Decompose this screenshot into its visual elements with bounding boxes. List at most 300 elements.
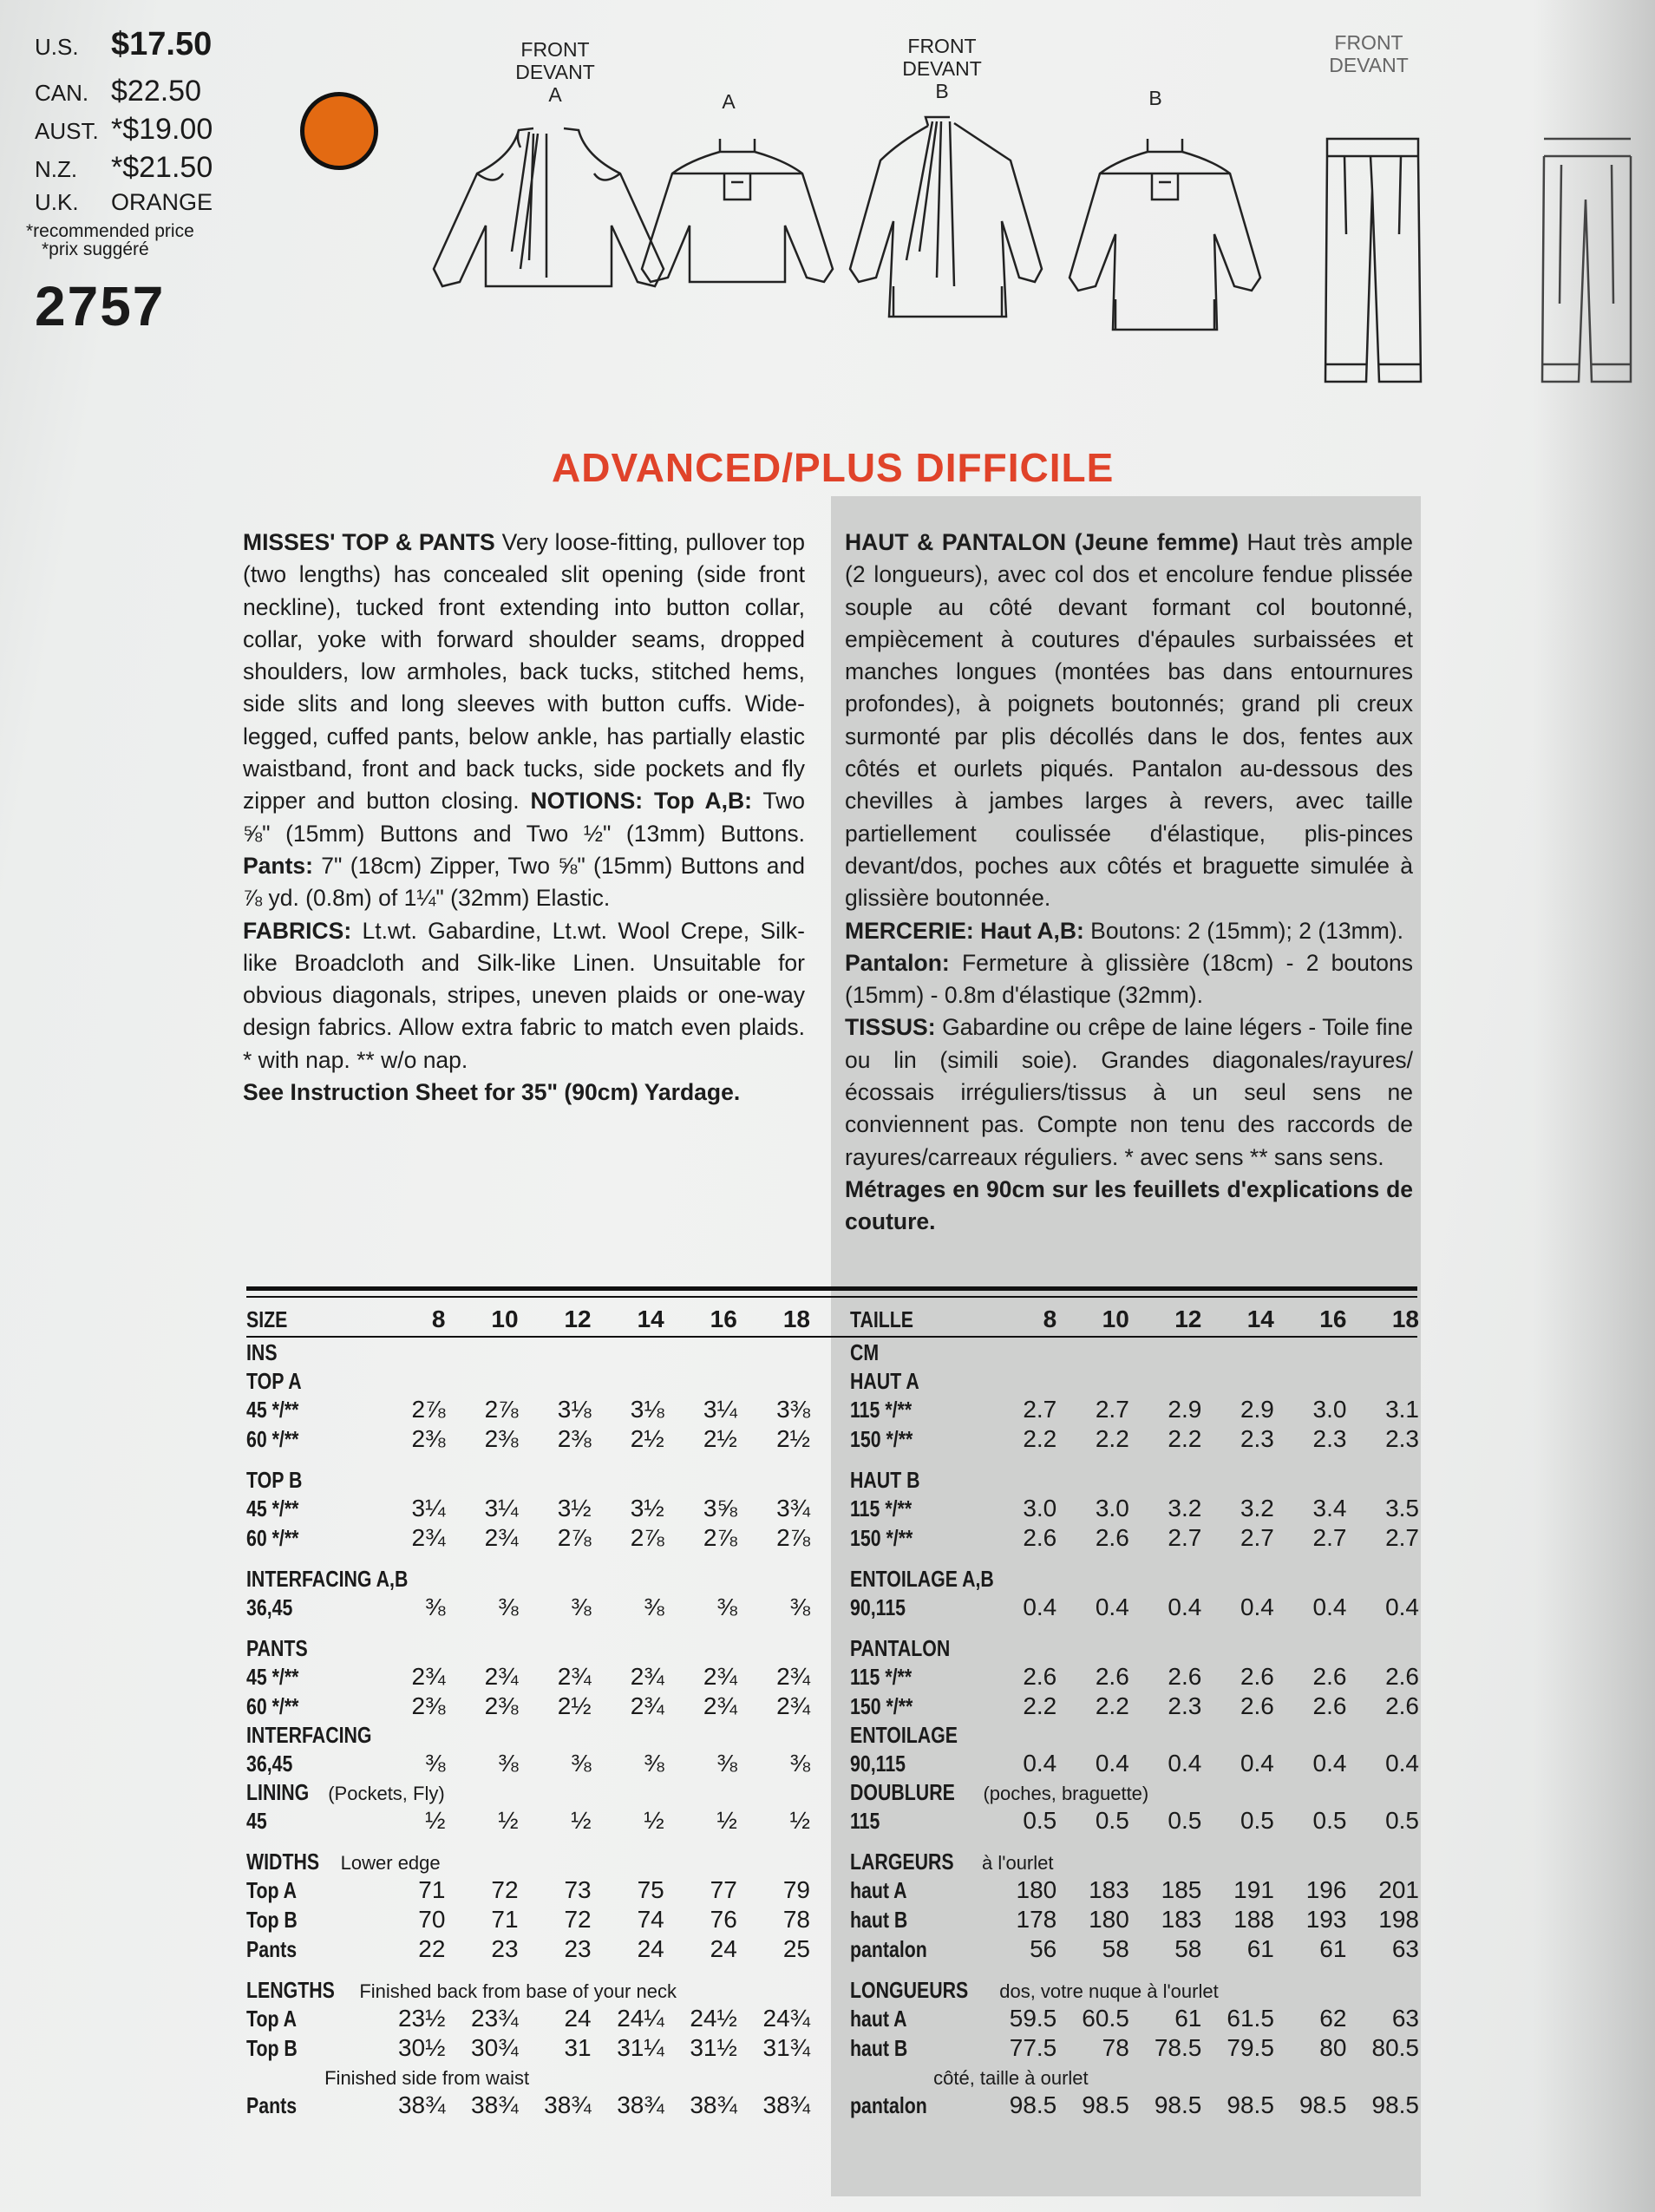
row-label: PANTALON [850,1635,951,1661]
table-cell: 2½ [703,1425,737,1452]
price-value: ORANGE [111,189,213,215]
group-label-row [246,1367,810,1395]
french-description [845,527,1413,1239]
row-label: TAILLE [850,1306,914,1332]
notions-text: Two ⅝" (15mm) Buttons and Two ½" (13mm) Buttons. [243,788,805,847]
table-cell: 2.6 [1385,1692,1419,1719]
table-cell: 3¼ [484,1495,519,1522]
pants-back-illustration [1535,130,1639,399]
row-label: haut B [850,2035,908,2061]
row-label-cell [246,1964,810,2004]
pants-front-illustration [1318,130,1431,399]
table-cell: 38¾ [471,2091,519,2118]
row-label: 36,45 [246,1594,293,1620]
price-label: U.K. [35,189,79,215]
table-cell: 77 [710,1876,737,1903]
table-cell: 78.5 [1154,2034,1202,2061]
mercerie-label: MERCERIE: Haut A,B: [845,917,1084,944]
row-label: 90,115 [850,1751,906,1777]
table-cell: 2⅜ [411,1425,446,1452]
row-note: (poches, braguette) [978,1783,1149,1804]
table-cell: 98.5 [1298,2091,1347,2118]
table-row [246,1662,810,1692]
row-label: LINING [246,1779,310,1805]
size-header: 8 [431,1306,446,1332]
row-label-cell [246,1367,810,1395]
table-cell: 2.9 [1240,1396,1274,1423]
table-cell: 3⅛ [630,1396,664,1423]
table-row [850,1692,1419,1721]
row-label: 45 */** [246,1397,299,1423]
row-label-cell [246,1338,372,1367]
table-cell: 2⅞ [557,1524,592,1551]
table-cell: 38¾ [397,2091,446,2118]
row-label: 45 [246,1808,267,1834]
table-cell: ½ [498,1807,519,1834]
table-cell: 198 [1378,1906,1419,1933]
table-cell: 2½ [557,1692,592,1719]
table-cell: 23½ [397,2005,446,2032]
table-cell: 0.4 [1095,1750,1129,1777]
table-row [850,2004,1419,2033]
price-row-us [35,26,243,64]
table-cell: 2¾ [776,1692,810,1719]
table-cell: 2⅞ [411,1396,446,1423]
row-label-cell [850,1301,984,1338]
table-cell: 2.3 [1168,1692,1202,1719]
table-row [246,1806,810,1836]
row-label: pantalon [850,1936,927,1962]
table-cell: 3.4 [1312,1495,1347,1522]
row-label-cell [850,1523,984,1553]
group-label-row [850,1553,1419,1593]
table-cell: 22 [418,1935,446,1962]
row-label-cell [850,1424,984,1454]
row-label: haut B [850,1907,908,1933]
row-label-cell [850,1454,1419,1494]
table-cell: 2.6 [1023,1663,1057,1690]
price-row-can [35,75,243,113]
label-front: FRONT [520,38,590,61]
row-label: Pants [246,1936,298,1962]
row-label: LARGEURS [850,1849,954,1875]
table-cell: 70 [418,1906,446,1933]
table-cell: 63 [1391,1935,1419,1962]
table-cell: 59.5 [1009,2005,1057,2032]
table-cell: 3.1 [1385,1396,1419,1423]
table-cell: 2¾ [703,1663,737,1690]
table-cell: 0.5 [1312,1807,1347,1834]
table-cell: 2.2 [1023,1692,1057,1719]
table-cell: 76 [710,1906,737,1933]
table-cell: 62 [1319,2005,1347,2032]
table-cell: 2.2 [1023,1425,1057,1452]
row-label-cell [246,1523,372,1553]
table-cell: 2.6 [1312,1692,1347,1719]
table-row [850,1934,1419,1964]
difficulty-headline: ADVANCED/PLUS DIFFICILE [552,445,1115,490]
row-label: 150 */** [850,1426,913,1452]
row-label: 60 */** [246,1693,299,1719]
size-header: 16 [710,1306,737,1332]
table-cell: 0.4 [1312,1594,1347,1620]
table-cell: 24¾ [762,2005,810,2032]
table-cell: ½ [644,1807,664,1834]
table-cell: 0.4 [1168,1750,1202,1777]
group-label-row [246,1553,810,1593]
table-cell: 0.4 [1168,1594,1202,1620]
table-cell: ⅜ [498,1594,519,1620]
row-label: pantalon [850,2092,927,2118]
row-note: Finished side from waist [319,2067,530,2089]
table-row [850,2091,1419,2120]
table-cell: ⅜ [644,1750,664,1777]
price-label: U.S. [35,34,79,60]
table-row [850,1806,1419,1836]
table-cell: 2.2 [1095,1425,1129,1452]
row-label-cell [246,1662,372,1692]
table-cell: 2⅞ [630,1524,664,1551]
table-cell: 188 [1233,1906,1274,1933]
table-row [850,1749,1419,1778]
table-cell: 2½ [630,1425,664,1452]
group-label-row [850,1964,1419,2004]
group-label-row [246,1454,810,1494]
row-label: INS [246,1339,278,1365]
tissus-label: TISSUS: [845,1014,936,1041]
group-label-row [850,1721,1419,1749]
row-label-cell [850,1806,984,1836]
pantalon-text: Fermeture à glissière (18cm) - 2 boutons (15mm) - 0.8m d'élastique (32mm). [845,949,1413,1009]
row-label: HAUT A [850,1368,919,1394]
table-cell: 0.4 [1385,1594,1419,1620]
table-cell: 31¾ [762,2034,810,2061]
table-cell: 2⅜ [411,1692,446,1719]
top-b-front-illustration [846,113,1045,338]
table-cell: 2¾ [630,1663,664,1690]
table-cell: 79 [782,1876,810,1903]
row-label-cell [246,1749,372,1778]
table-cell: 0.4 [1312,1750,1347,1777]
notions-pants-label: Pants: [243,852,313,879]
unit-row [246,1338,810,1367]
row-note: Lower edge [335,1852,441,1874]
table-cell: 23 [564,1935,592,1962]
table-row [246,2004,810,2033]
group-label-row [246,1778,810,1806]
table-cell: 0.5 [1240,1807,1274,1834]
table-cell: 191 [1233,1876,1274,1903]
table-cell: ⅜ [425,1594,446,1620]
table-cell: 98.5 [1371,2091,1419,2118]
row-label: 45 */** [246,1664,299,1690]
row-label: 45 */** [246,1495,299,1522]
table-cell: 3¼ [703,1396,737,1423]
metrages-note: Métrages en 90cm sur les feuillets d'explications de couture. [845,1175,1413,1235]
english-yardage-table [246,1301,810,2120]
table-cell: 2.6 [1240,1692,1274,1719]
row-label: INTERFACING [246,1722,372,1748]
row-label: 115 [850,1808,880,1834]
row-label-cell [850,1593,984,1622]
row-label-cell [246,1875,372,1905]
view-b-front-label [855,35,1029,102]
row-label-cell [246,1806,372,1836]
row-label-cell [850,1395,984,1424]
row-label-cell [246,2091,372,2120]
table-row [246,2033,810,2063]
table-cell: 3½ [630,1495,664,1522]
table-row [850,1523,1419,1553]
table-cell: 3⅛ [557,1396,592,1423]
row-note: à l'ourlet [976,1852,1054,1874]
table-row [246,1934,810,1964]
table-cell: 0.5 [1168,1807,1202,1834]
table-cell: 72 [491,1876,519,1903]
table-cell: 61 [1319,1935,1347,1962]
row-label: WIDTHS [246,1849,320,1875]
price-value: $17.50 [111,26,213,62]
size-header: 18 [782,1306,810,1332]
table-cell: ⅜ [425,1750,446,1777]
table-cell: 2.7 [1240,1524,1274,1551]
table-row [246,1749,810,1778]
table-row [850,1905,1419,1934]
table-cell: 2⅜ [557,1425,592,1452]
row-label: 115 */** [850,1397,913,1423]
row-label-cell [850,1778,1419,1806]
group-note-row [246,2063,810,2091]
row-label: DOUBLURE [850,1779,955,1805]
table-cell: 0.4 [1095,1594,1129,1620]
group-label-row [850,1454,1419,1494]
fabrics-text: Lt.wt. Gabardine, Lt.wt. Wool Crepe, Silk-like Broadcloth and Silk-like Linen. Unsuitable for obvious diagonals, stripes, uneven plaids or one-way design fabrics. Allow extra fabric to match even plaids. * with nap. ** w/o nap. [243,917,805,1073]
table-cell: 201 [1378,1876,1419,1903]
row-label: 90,115 [850,1594,906,1620]
row-label: 36,45 [246,1751,293,1777]
table-cell: 2⅜ [484,1425,519,1452]
table-cell: 2⅞ [703,1524,737,1551]
table-cell: 0.4 [1240,1750,1274,1777]
group-note-row [850,2063,1419,2091]
table-cell: 23¾ [471,2005,519,2032]
row-note: (Pockets, Fly) [323,1783,445,1804]
row-label-cell [246,1934,372,1964]
table-cell: 25 [782,1935,810,1962]
table-row [850,1395,1419,1424]
yardage-note: See Instruction Sheet for 35" (90cm) Yardage. [243,1079,741,1106]
table-cell: ½ [571,1807,592,1834]
row-label-cell [850,1662,984,1692]
price-note: *recommended price [26,221,194,241]
table-header-row [850,1301,1419,1338]
price-row-nz [35,151,243,189]
row-label-cell [850,1934,984,1964]
french-yardage-table [850,1301,1419,2120]
row-label: haut A [850,1877,907,1903]
table-cell: 2.2 [1095,1692,1129,1719]
table-cell: 2.7 [1385,1524,1419,1551]
row-label: PANTS [246,1635,308,1661]
table-cell: 0.5 [1095,1807,1129,1834]
row-label-cell [850,2091,984,2120]
table-cell: 2.7 [1095,1396,1129,1423]
row-label-cell [246,1301,372,1338]
unit-row [850,1338,1419,1367]
table-cell: 2.9 [1168,1396,1202,1423]
row-label-cell [246,1622,810,1662]
table-cell: 2.6 [1023,1524,1057,1551]
row-label-cell [246,1905,372,1934]
label-devant: DEVANT [515,61,595,83]
row-label: INTERFACING A,B [246,1566,409,1592]
table-row [246,1523,810,1553]
table-cell: 2¾ [484,1663,519,1690]
table-top-rule [246,1286,1417,1291]
row-label: haut A [850,2006,907,2032]
price-row-aust [35,113,243,151]
table-cell: 3.2 [1168,1495,1202,1522]
row-label: SIZE [246,1306,288,1332]
price-label: N.Z. [35,156,78,182]
table-cell: 78 [1102,2034,1129,2061]
row-label: 60 */** [246,1426,299,1452]
table-cell: 3.0 [1023,1495,1057,1522]
row-label-cell [246,2033,372,2063]
table-cell: 61.5 [1227,2005,1274,2032]
table-row [246,2091,810,2120]
table-cell: 3½ [557,1495,592,1522]
table-cell: 24¼ [617,2005,664,2032]
description-text: Very loose-fitting, pullover top (two lengths) has concealed slit opening (side front neckline), tucked front extending into button collar, collar, yoke with forward shoulder seams, dropped shoulders, low armholes, back tucks, stitched hems, side slits and long sleeves with button cuffs. Wide-legged, cuffed pants, below ankle, has partially elastic waistband, front and back tucks, side pockets and fly zipper and button closing. [243,529,805,815]
row-label-cell [850,1338,984,1367]
table-cell: 23 [491,1935,519,1962]
table-cell: 24 [564,2005,592,2032]
table-row [246,1905,810,1934]
table-cell: 31½ [690,2034,737,2061]
row-label-cell [850,1964,1419,2004]
row-label-cell [246,1593,372,1622]
group-label-row [850,1778,1419,1806]
row-label-cell [246,2004,372,2033]
table-header-row [246,1301,810,1338]
description-title: HAUT & PANTALON (Jeune femme) [845,529,1239,555]
table-cell: 2.6 [1095,1524,1129,1551]
table-cell: 0.4 [1023,1594,1057,1620]
table-cell: 56 [1030,1935,1057,1962]
group-label-row [850,1836,1419,1875]
table-cell: 3.5 [1385,1495,1419,1522]
table-row [850,1593,1419,1622]
table-cell: 30½ [397,2034,446,2061]
size-header: 18 [1391,1306,1419,1332]
table-cell: 72 [564,1906,592,1933]
row-label: TOP A [246,1368,302,1394]
table-cell: 61 [1246,1935,1274,1962]
top-b-back-illustration [1065,130,1265,347]
table-row [850,1494,1419,1523]
table-cell: 71 [491,1906,519,1933]
table-cell: 0.5 [1023,1807,1057,1834]
group-label-row [246,1964,810,2004]
table-cell: 3.0 [1312,1396,1347,1423]
table-cell: 0.4 [1240,1594,1274,1620]
table-cell: 38¾ [762,2091,810,2118]
row-label: Pants [246,2092,298,2118]
tissus-text: Gabardine ou crêpe de laine légers - Toile fine ou lin (simili soie). Grandes diagonales/rayures/écossais irréguliers/tissus à un seul sens ne conviennent pas. Compte non tenu des raccords de rayures/carreaux réguliers. * avec sens ** sans sens. [845,1014,1413,1170]
row-label: 60 */** [246,1525,299,1551]
row-label-cell [246,1778,810,1806]
table-cell: 2.2 [1168,1425,1202,1452]
table-cell: ½ [789,1807,810,1834]
table-cell: 2.7 [1023,1396,1057,1423]
table-cell: 2⅜ [484,1692,519,1719]
orange-price-dot [300,92,378,170]
row-label-cell [850,1905,984,1934]
table-cell: ⅜ [498,1750,519,1777]
table-cell: 3.0 [1095,1495,1129,1522]
table-cell: 0.4 [1385,1750,1419,1777]
row-label-cell [850,1749,984,1778]
description-text: Haut très ample (2 longueurs), avec col dos et encolure fendue plissée souple au côté devant formant col boutonné, empiècement à coutures d'épaules surbaissées et manches longues (montées bas dans entournures profondes), à poignets boutonnés; grand pli creux surmonté par plis décollés dans le dos, fentes aux côtés et ourlets piqués. Pantalon au-dessous des chevilles à jambes larges à revers, avec taille partiellement coulissée d'élastique, plis-pinces devant/dos, poches aux côtés et braguette simulée à glissière boutonnée. [845,529,1413,912]
fabrics-label: FABRICS: [243,917,352,944]
table-cell: 2.6 [1168,1663,1202,1690]
table-cell: 31¼ [617,2034,664,2061]
table-row [850,2033,1419,2063]
table-cell: 3¾ [776,1495,810,1522]
row-label: ENTOILAGE A,B [850,1566,994,1592]
table-cell: 0.5 [1385,1807,1419,1834]
row-label-cell [246,2063,810,2091]
table-cell: 183 [1089,1876,1129,1903]
row-label-cell [246,1395,372,1424]
table-cell: 98.5 [1009,2091,1057,2118]
table-cell: 31 [564,2034,592,2061]
table-row [246,1875,810,1905]
row-label: LENGTHS [246,1977,335,2003]
table-cell: 185 [1161,1876,1202,1903]
label-devant: DEVANT [902,57,982,80]
table-cell: 38¾ [617,2091,664,2118]
row-label-cell [246,1494,372,1523]
table-cell: 24½ [690,2005,737,2032]
table-cell: 80 [1319,2034,1347,2061]
table-cell: 98.5 [1227,2091,1274,2118]
table-cell: ⅜ [716,1750,737,1777]
row-label: Top A [246,1877,298,1903]
table-cell: 2¾ [484,1524,519,1551]
row-label-cell [850,1622,1419,1662]
row-label-cell [850,1553,1419,1593]
table-cell: 0.4 [1023,1750,1057,1777]
row-label: Top A [246,2006,298,2032]
price-value: *$19.00 [111,113,213,146]
table-cell: 75 [637,1876,664,1903]
row-label-cell [850,1836,1419,1875]
size-header: 12 [564,1306,592,1332]
price-label: CAN. [35,80,89,106]
table-cell: 2.7 [1312,1524,1347,1551]
table-cell: 71 [418,1876,446,1903]
table-cell: 183 [1161,1906,1202,1933]
table-cell: 2.3 [1312,1425,1347,1452]
label-view: A [548,83,562,106]
table-cell: ⅜ [644,1594,664,1620]
table-cell: 2.3 [1385,1425,1419,1452]
table-row [246,1494,810,1523]
row-note: dos, votre nuque à l'ourlet [994,1980,1219,2002]
table-cell: 180 [1016,1876,1057,1903]
